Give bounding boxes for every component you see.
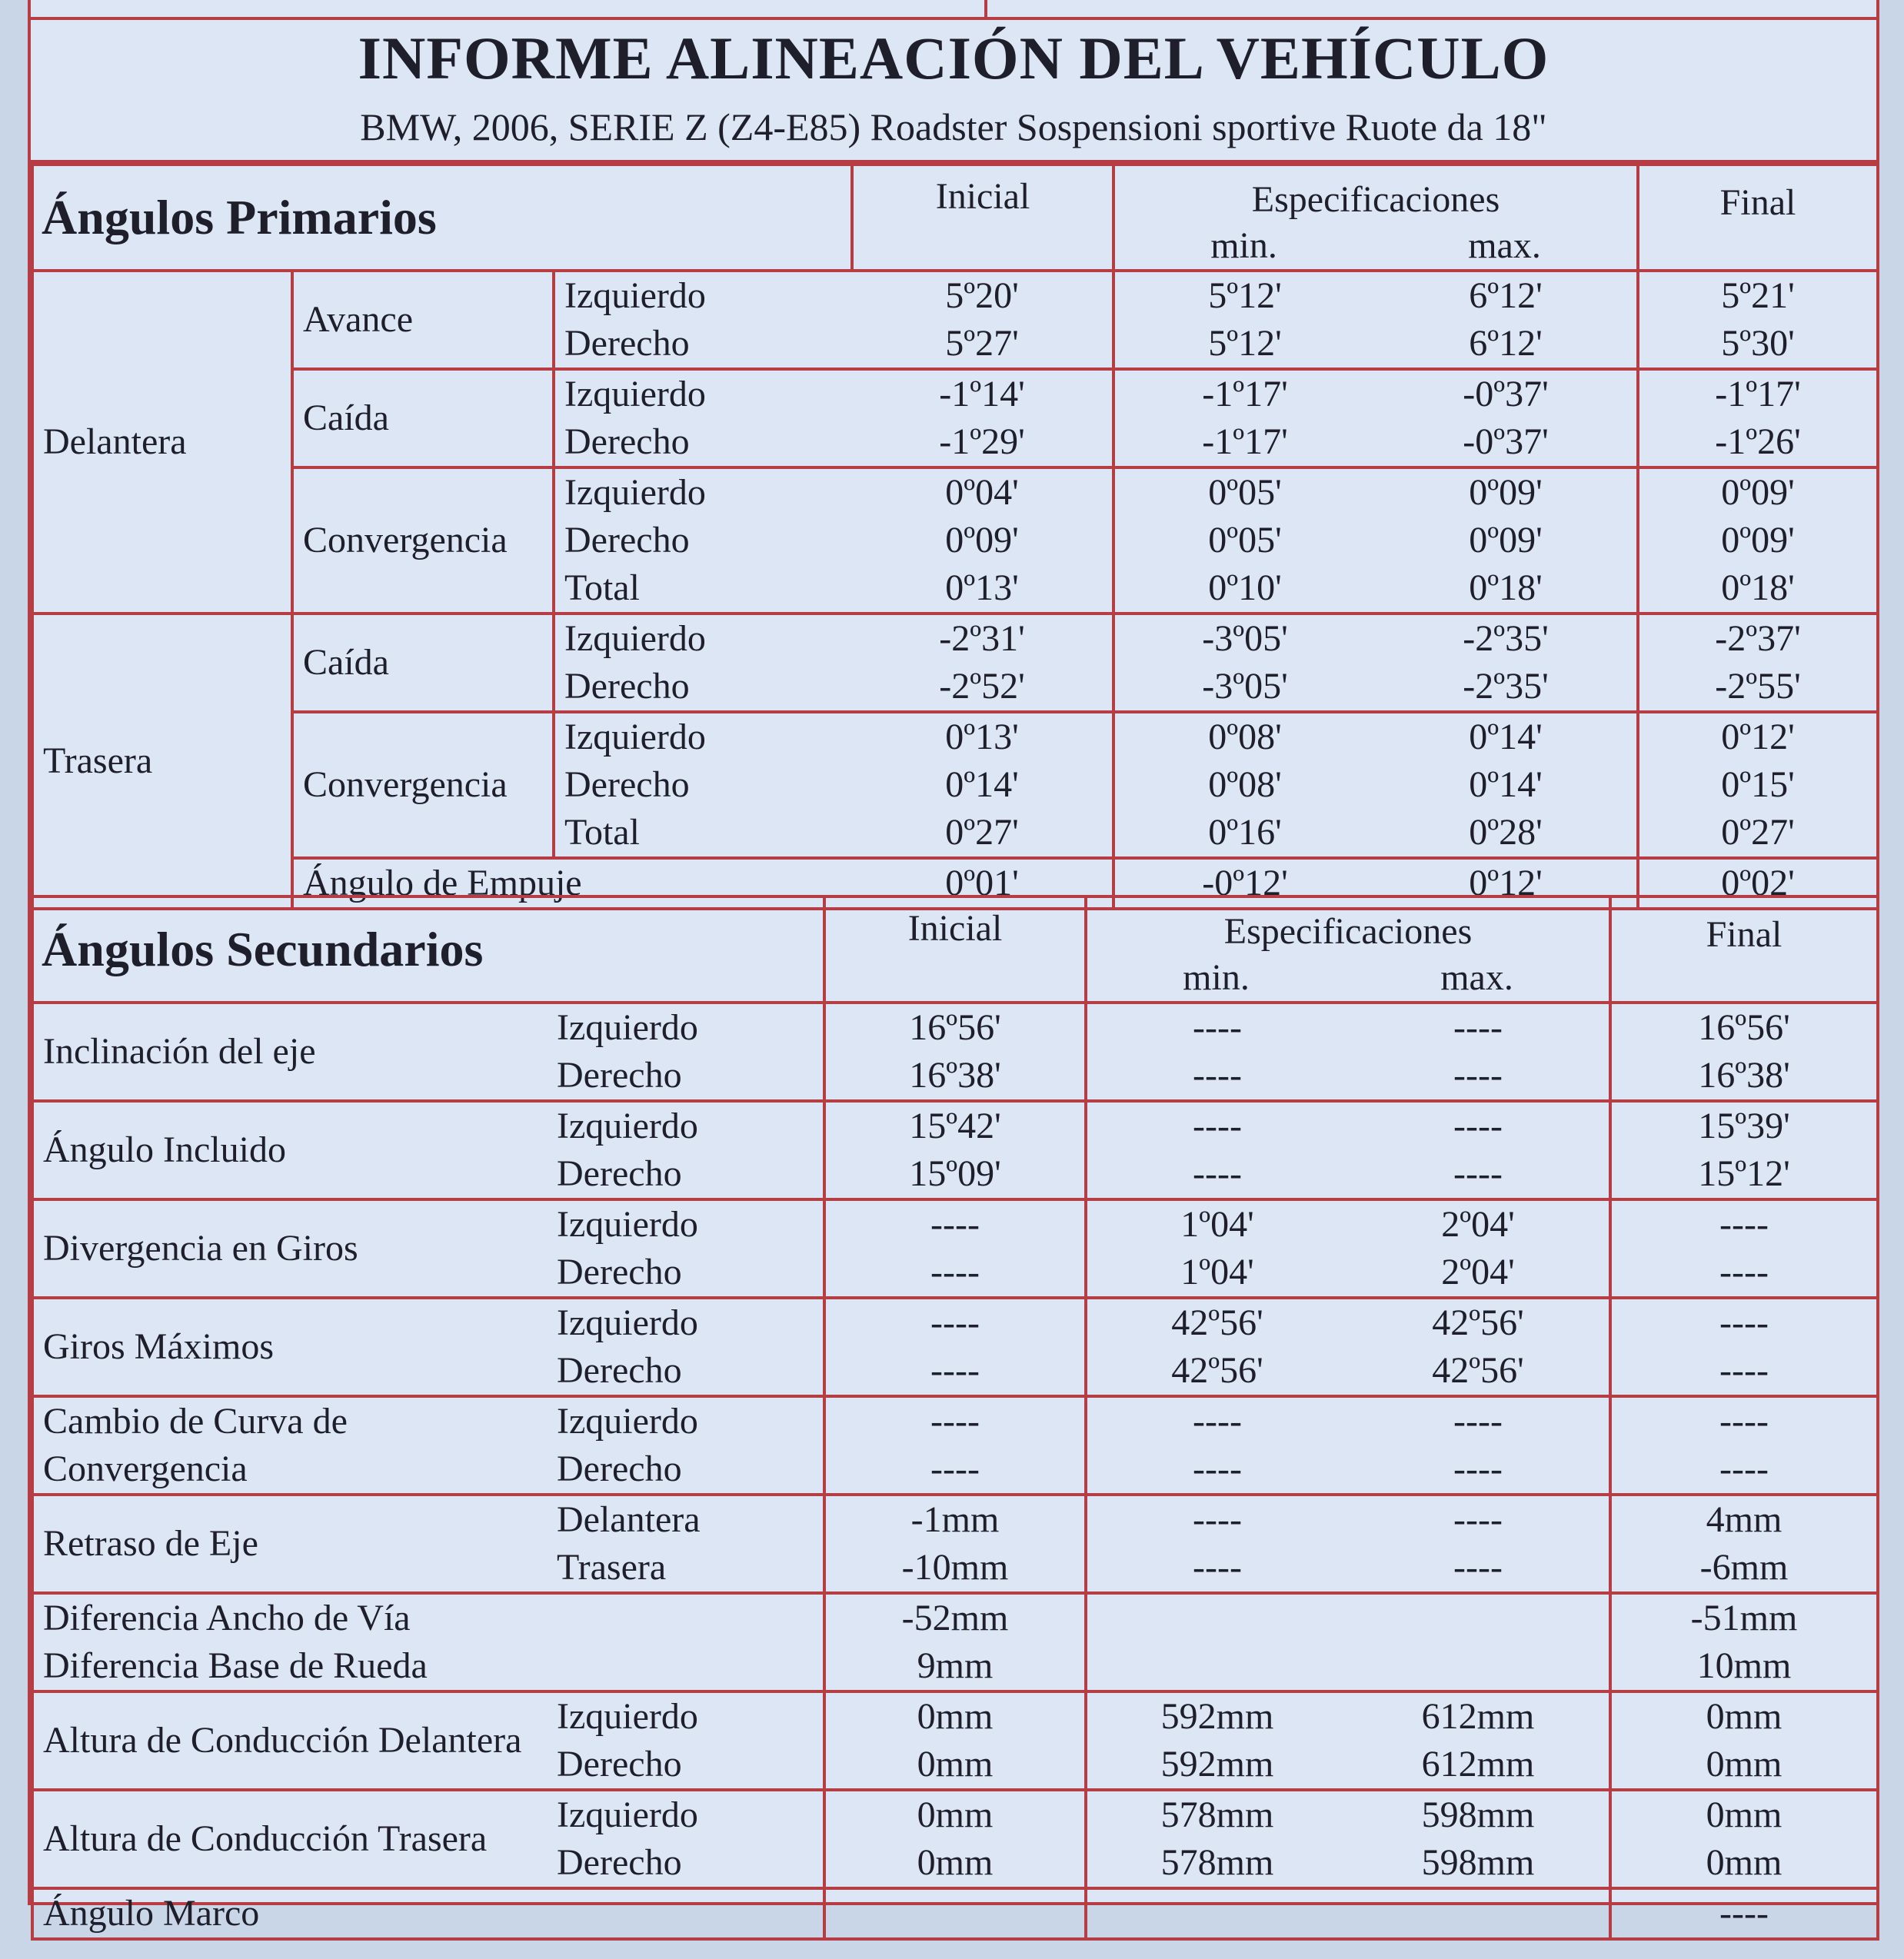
header-especificaciones (1113, 165, 1638, 271)
header-inicial-label: Inicial (935, 176, 1030, 217)
value-cell: ---- (1193, 1499, 1242, 1540)
marco-row (32, 1888, 1878, 1939)
caida-trasera-max (1375, 614, 1638, 712)
value-cell: ---- (1453, 1106, 1503, 1146)
giros-min (1086, 1298, 1347, 1396)
convergencia-delantera-inicial (852, 467, 1113, 614)
value-cell: 42º56' (1432, 1302, 1524, 1343)
value-cell: 0º27' (945, 812, 1019, 853)
value-cell: 5º21' (1721, 275, 1795, 316)
header-max: max. (1440, 957, 1513, 998)
value-cell: 15º12' (1698, 1153, 1790, 1194)
caida-delantera-inicial (852, 369, 1113, 467)
secondary-header-row (32, 896, 1878, 1003)
header-inicial (852, 165, 1113, 271)
value-cell: 16º56' (1698, 1007, 1790, 1048)
value-cell: -10mm (901, 1547, 1009, 1588)
header-especificaciones-label: Especificaciones (1251, 179, 1500, 220)
side-label: Izquierdo (557, 1204, 698, 1245)
divergencia-min (1086, 1199, 1347, 1298)
side-label: Derecho (557, 1350, 682, 1391)
incluido-min (1086, 1101, 1347, 1199)
value-cell: 5º12' (1208, 275, 1282, 316)
value-cell: ---- (1193, 1401, 1242, 1442)
altura-delantera-max (1347, 1691, 1610, 1790)
value-cell: 0º08' (1208, 717, 1282, 757)
value-cell: 16º38' (1698, 1055, 1790, 1096)
value-cell: ---- (1719, 1401, 1769, 1442)
header-inicial-label: Inicial (907, 908, 1003, 949)
value-cell: 5º30' (1721, 323, 1795, 364)
altura-delantera-min (1086, 1691, 1347, 1790)
divergencia-final (1610, 1199, 1878, 1298)
primary-section-title: Ángulos Primarios (32, 165, 852, 271)
value-cell: -1º26' (1715, 421, 1801, 462)
inclinacion-final (1610, 1003, 1878, 1101)
caida-delantera-final (1638, 369, 1878, 467)
diferencias-spec-empty (1086, 1593, 1610, 1691)
altura-trasera-max (1347, 1790, 1610, 1888)
side-label: Derecho (557, 1448, 682, 1489)
value-cell: 0mm (917, 1794, 994, 1835)
value-cell: 0º13' (945, 567, 1019, 608)
side-label: Derecho (557, 1153, 682, 1194)
header-especificaciones-label: Especificaciones (1223, 911, 1473, 952)
convergencia-delantera-final (1638, 467, 1878, 614)
value-cell: 0º28' (1469, 812, 1543, 853)
convergencia-trasera-min (1113, 712, 1375, 858)
caida-trasera-final (1638, 614, 1878, 712)
side-label: Izquierdo (564, 374, 706, 414)
retraso-min (1086, 1495, 1347, 1593)
convergencia-trasera-label: Convergencia (292, 712, 554, 858)
cambio-row (32, 1396, 1878, 1495)
value-cell: 0º08' (1208, 764, 1282, 805)
value-cell: 598mm (1421, 1842, 1535, 1883)
value-cell: 15º42' (909, 1106, 1001, 1146)
label-line: Cambio de Curva de (43, 1401, 348, 1442)
value-cell: 578mm (1160, 1794, 1274, 1835)
value-cell: -2º35' (1463, 666, 1549, 707)
side-label: Derecho (564, 323, 690, 364)
side-label: Total (564, 812, 640, 853)
value-cell: 0mm (1706, 1744, 1783, 1784)
value-cell: 1º04' (1180, 1252, 1254, 1292)
incluido-max (1347, 1101, 1610, 1199)
caida-trasera-min (1113, 614, 1375, 712)
value-cell: 9mm (917, 1645, 994, 1686)
value-cell: -0º37' (1463, 374, 1549, 414)
marco-label: Ángulo Marco (32, 1888, 824, 1939)
header-final-label: Final (1706, 914, 1783, 955)
convergencia-trasera-inicial (852, 712, 1113, 858)
avance-inicial (852, 271, 1113, 369)
value-cell: 0mm (917, 1744, 994, 1784)
value-cell: ---- (1453, 1055, 1503, 1096)
value-cell: ---- (1719, 1350, 1769, 1391)
value-cell: ---- (1193, 1153, 1242, 1194)
value-cell: -1º29' (939, 421, 1025, 462)
value-cell: -2º52' (939, 666, 1025, 707)
side-label: Izquierdo (564, 472, 706, 513)
value-cell: 5º12' (1208, 323, 1282, 364)
altura-delantera-row (32, 1691, 1878, 1790)
caida-trasera-label: Caída (292, 614, 554, 712)
value-cell: 0º15' (1721, 764, 1795, 805)
altura-delantera-sides (548, 1691, 824, 1790)
value-cell: 15º09' (909, 1153, 1001, 1194)
delantera-label: Delantera (32, 271, 292, 614)
cambio-sides (548, 1396, 824, 1495)
header-min: min. (1183, 957, 1250, 998)
header-inicial-2 (824, 896, 1086, 1003)
incluido-row (32, 1101, 1878, 1199)
value-cell: -3º05' (1202, 666, 1288, 707)
inclinacion-min (1086, 1003, 1347, 1101)
value-cell: ---- (1719, 1252, 1769, 1292)
side-label: Izquierdo (557, 1302, 698, 1343)
value-cell: -2º37' (1715, 618, 1801, 659)
caida-trasera-sides (554, 614, 852, 712)
avance-row (32, 271, 1878, 369)
caida-delantera-max (1375, 369, 1638, 467)
value-cell: 0º18' (1469, 567, 1543, 608)
value-cell: -1º17' (1202, 421, 1288, 462)
altura-trasera-final (1610, 1790, 1878, 1888)
convergencia-trasera-max (1375, 712, 1638, 858)
report-header (31, 17, 1876, 163)
caida-delantera-row (32, 369, 1878, 467)
retraso-sides (548, 1495, 824, 1593)
caida-delantera-label: Caída (292, 369, 554, 467)
convergencia-trasera-row (32, 712, 1878, 858)
value-cell: 0º18' (1721, 567, 1795, 608)
inclinacion-label: Inclinación del eje (32, 1003, 548, 1101)
convergencia-trasera-sides (554, 712, 852, 858)
value-cell: 0º09' (1721, 472, 1795, 513)
value-cell: ---- (1453, 1499, 1503, 1540)
avance-final (1638, 271, 1878, 369)
retraso-final (1610, 1495, 1878, 1593)
altura-delantera-final (1610, 1691, 1878, 1790)
label-line: Convergencia (43, 1448, 248, 1489)
value-cell: 0º05' (1208, 472, 1282, 513)
side-label: Izquierdo (564, 618, 706, 659)
value-cell: 0º09' (1721, 520, 1795, 560)
value-cell: 592mm (1160, 1744, 1274, 1784)
value-cell: -52mm (901, 1598, 1009, 1638)
altura-trasera-row (32, 1790, 1878, 1888)
value-cell: ---- (1453, 1401, 1503, 1442)
empuje-label: Ángulo de Empuje (292, 858, 852, 909)
divergencia-label: Divergencia en Giros (32, 1199, 548, 1298)
value-cell: 0mm (1706, 1696, 1783, 1737)
side-label: Izquierdo (557, 1007, 698, 1048)
value-cell: 4mm (1706, 1499, 1783, 1540)
value-cell: 16º56' (909, 1007, 1001, 1048)
inclinacion-inicial (824, 1003, 1086, 1101)
diferencias-final (1610, 1593, 1878, 1691)
value-cell: 42º56' (1171, 1302, 1263, 1343)
value-cell: 42º56' (1432, 1350, 1524, 1391)
divergencia-sides (548, 1199, 824, 1298)
side-label: Derecho (564, 520, 690, 560)
side-label: Derecho (557, 1744, 682, 1784)
value-cell: ---- (930, 1448, 980, 1489)
giros-row (32, 1298, 1878, 1396)
cambio-final (1610, 1396, 1878, 1495)
vehicle-subtitle: BMW, 2006, SERIE Z (Z4-E85) Roadster Sospensioni sportive Ruote da 18" (360, 105, 1547, 148)
giros-sides (548, 1298, 824, 1396)
value-cell: ---- (930, 1401, 980, 1442)
incluido-label: Ángulo Incluido (32, 1101, 548, 1199)
cambio-inicial (824, 1396, 1086, 1495)
value-cell: 15º39' (1698, 1106, 1790, 1146)
diferencias-row (32, 1593, 1878, 1691)
marco-inicial-empty (824, 1888, 1086, 1939)
avance-min (1113, 271, 1375, 369)
header-min: min. (1210, 225, 1277, 266)
header-final-2 (1610, 896, 1878, 1003)
diferencias-inicial (824, 1593, 1086, 1691)
header-max: max. (1468, 225, 1541, 266)
value-cell: 0º14' (1469, 717, 1543, 757)
value-cell: 0º09' (1469, 472, 1543, 513)
convergencia-delantera-sides (554, 467, 852, 614)
value-cell: ---- (1193, 1007, 1242, 1048)
value-cell: -3º05' (1202, 618, 1288, 659)
value-cell: -1º17' (1715, 374, 1801, 414)
side-label: Izquierdo (557, 1696, 698, 1737)
caida-trasera-row (32, 614, 1878, 712)
value-cell: 5º27' (945, 323, 1019, 364)
inclinacion-row (32, 1003, 1878, 1101)
altura-trasera-label: Altura de Conducción Trasera (32, 1790, 548, 1888)
value-cell: -2º35' (1463, 618, 1549, 659)
header-min-max (1087, 955, 1609, 1001)
value-cell: ---- (930, 1252, 980, 1292)
side-label: Derecho (557, 1252, 682, 1292)
secondary-angles-table (31, 895, 1879, 1941)
value-cell: 0º10' (1208, 567, 1282, 608)
value-cell: 16º38' (909, 1055, 1001, 1096)
value-cell: 0mm (1706, 1842, 1783, 1883)
marco-spec-empty (1086, 1888, 1610, 1939)
cambio-max (1347, 1396, 1610, 1495)
convergencia-delantera-max (1375, 467, 1638, 614)
value-cell: ---- (1453, 1007, 1503, 1048)
side-label: Derecho (564, 666, 690, 707)
avance-max (1375, 271, 1638, 369)
value-cell: 0º27' (1721, 812, 1795, 853)
retraso-max (1347, 1495, 1610, 1593)
value-cell: 0º05' (1208, 520, 1282, 560)
side-label: Izquierdo (557, 1401, 698, 1442)
value-cell: -6mm (1699, 1547, 1789, 1588)
giros-final (1610, 1298, 1878, 1396)
value-cell: 0º14' (1469, 764, 1543, 805)
value-cell: 0º12' (1721, 717, 1795, 757)
value-cell: ---- (1453, 1448, 1503, 1489)
value-cell: 592mm (1160, 1696, 1274, 1737)
altura-trasera-min (1086, 1790, 1347, 1888)
value-cell: ---- (1719, 1302, 1769, 1343)
divergencia-row (32, 1199, 1878, 1298)
side-label: Trasera (557, 1547, 667, 1588)
side-label: Total (564, 567, 640, 608)
value-cell: ---- (1719, 1204, 1769, 1245)
side-label: Izquierdo (564, 275, 706, 316)
value-cell: 1º04' (1180, 1204, 1254, 1245)
value-cell: -2º55' (1715, 666, 1801, 707)
label-line: Diferencia Base de Rueda (43, 1645, 428, 1686)
header-especificaciones-2 (1086, 896, 1610, 1003)
report-sheet (28, 0, 1879, 1934)
value-cell: -51mm (1690, 1598, 1798, 1638)
value-cell: 6º12' (1469, 323, 1543, 364)
value-cell: 0mm (1706, 1794, 1783, 1835)
header-min-max (1115, 223, 1636, 269)
altura-trasera-sides (548, 1790, 824, 1888)
side-label: Delantera (557, 1499, 701, 1540)
value-cell: 10mm (1696, 1645, 1792, 1686)
avance-label: Avance (292, 271, 554, 369)
retraso-inicial (824, 1495, 1086, 1593)
value-cell: ---- (1193, 1106, 1242, 1146)
incluido-final (1610, 1101, 1878, 1199)
empuje-final: 0º02' (1638, 858, 1878, 909)
giros-max (1347, 1298, 1610, 1396)
header-final (1638, 165, 1878, 271)
value-cell: -2º31' (939, 618, 1025, 659)
value-cell: 0mm (917, 1842, 994, 1883)
top-strip-divider (984, 0, 987, 17)
empuje-inicial: 0º01' (852, 858, 1113, 909)
value-cell: 0º13' (945, 717, 1019, 757)
side-label: Izquierdo (557, 1794, 698, 1835)
value-cell: 0º14' (945, 764, 1019, 805)
inclinacion-sides (548, 1003, 824, 1101)
side-label: Izquierdo (557, 1106, 698, 1146)
giros-inicial (824, 1298, 1086, 1396)
giros-label: Giros Máximos (32, 1298, 548, 1396)
convergencia-delantera-row (32, 467, 1878, 614)
altura-trasera-inicial (824, 1790, 1086, 1888)
value-cell: 6º12' (1469, 275, 1543, 316)
value-cell: 598mm (1421, 1794, 1535, 1835)
label-line: Diferencia Ancho de Vía (43, 1598, 411, 1638)
empuje-max: 0º12' (1375, 858, 1638, 909)
value-cell: -1º14' (939, 374, 1025, 414)
value-cell: 578mm (1160, 1842, 1274, 1883)
value-cell: ---- (1453, 1153, 1503, 1194)
side-label: Derecho (564, 421, 690, 462)
secondary-section-title: Ángulos Secundarios (32, 896, 824, 1003)
value-cell: 5º20' (945, 275, 1019, 316)
inclinacion-max (1347, 1003, 1610, 1101)
marco-final: ---- (1610, 1888, 1878, 1939)
value-cell: ---- (930, 1302, 980, 1343)
value-cell: ---- (1193, 1055, 1242, 1096)
side-label: Derecho (557, 1055, 682, 1096)
side-label: Derecho (564, 764, 690, 805)
header-final-label: Final (1719, 182, 1796, 223)
primary-header-row (32, 165, 1878, 271)
empuje-min: -0º12' (1113, 858, 1375, 909)
value-cell: -1º17' (1202, 374, 1288, 414)
value-cell: 2º04' (1441, 1204, 1515, 1245)
value-cell: 612mm (1421, 1696, 1535, 1737)
altura-delantera-inicial (824, 1691, 1086, 1790)
value-cell: 0º09' (1469, 520, 1543, 560)
value-cell: 612mm (1421, 1744, 1535, 1784)
value-cell: ---- (930, 1204, 980, 1245)
incluido-inicial (824, 1101, 1086, 1199)
value-cell: 0mm (917, 1696, 994, 1737)
divergencia-max (1347, 1199, 1610, 1298)
convergencia-trasera-final (1638, 712, 1878, 858)
cambio-min (1086, 1396, 1347, 1495)
value-cell: ---- (1193, 1547, 1242, 1588)
side-label: Izquierdo (564, 717, 706, 757)
value-cell: 2º04' (1441, 1252, 1515, 1292)
value-cell: ---- (930, 1350, 980, 1391)
value-cell: ---- (1453, 1547, 1503, 1588)
value-cell: -1mm (910, 1499, 1000, 1540)
retraso-label: Retraso de Eje (32, 1495, 548, 1593)
divergencia-inicial (824, 1199, 1086, 1298)
value-cell: 0º16' (1208, 812, 1282, 853)
report-title: INFORME ALINEACIÓN DEL VEHÍCULO (358, 25, 1549, 91)
diferencias-labels (32, 1593, 824, 1691)
value-cell: 0º04' (945, 472, 1019, 513)
altura-delantera-label: Altura de Conducción Delantera (32, 1691, 548, 1790)
value-cell: -0º37' (1463, 421, 1549, 462)
value-cell: 0º09' (945, 520, 1019, 560)
primary-angles-table (31, 163, 1879, 910)
value-cell: ---- (1719, 1448, 1769, 1489)
side-label: Derecho (557, 1842, 682, 1883)
caida-delantera-min (1113, 369, 1375, 467)
retraso-row (32, 1495, 1878, 1593)
caida-delantera-sides (554, 369, 852, 467)
value-cell: ---- (1193, 1448, 1242, 1489)
incluido-sides (548, 1101, 824, 1199)
trasera-label: Trasera (32, 614, 292, 909)
cambio-label (32, 1396, 548, 1495)
convergencia-delantera-label: Convergencia (292, 467, 554, 614)
avance-sides (554, 271, 852, 369)
caida-trasera-inicial (852, 614, 1113, 712)
value-cell: 42º56' (1171, 1350, 1263, 1391)
convergencia-delantera-min (1113, 467, 1375, 614)
